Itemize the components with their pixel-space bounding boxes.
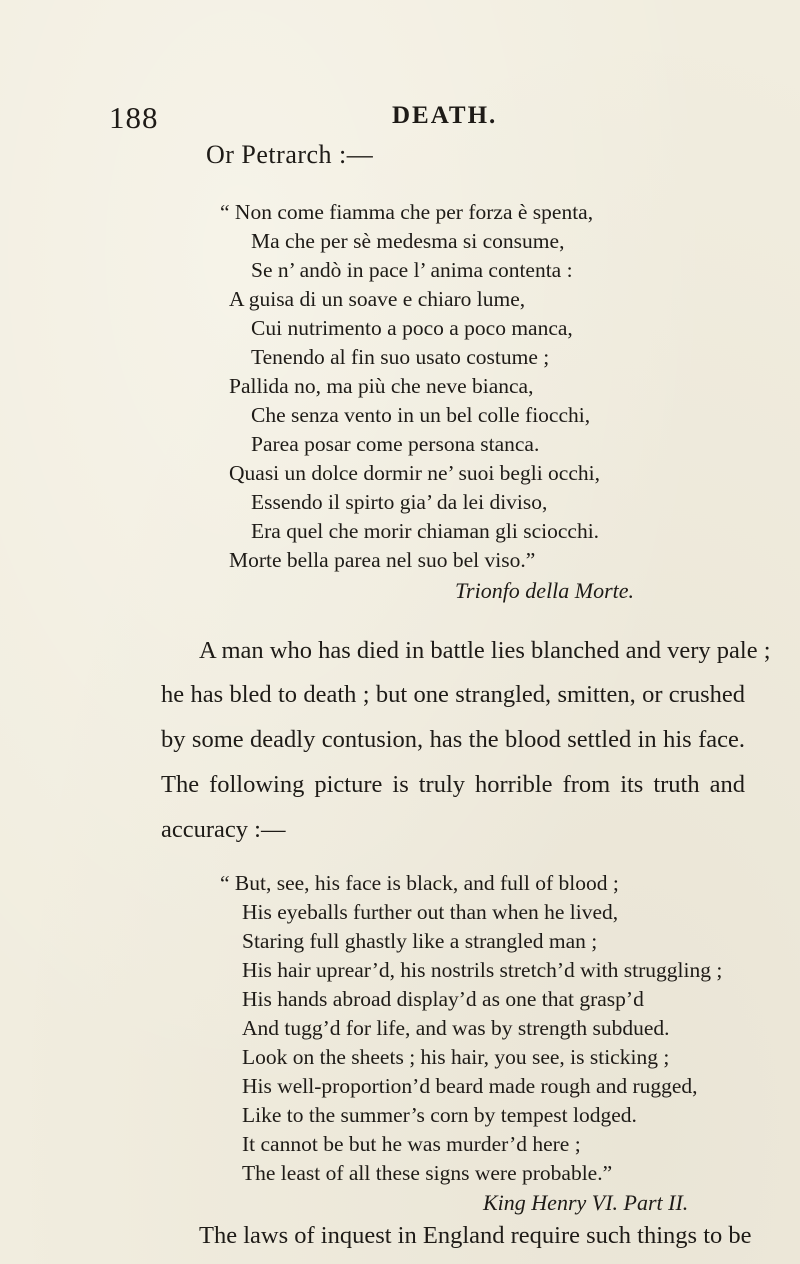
prose-line: The following picture is truly horrible from its truth and <box>161 771 745 798</box>
page-number: 188 <box>109 100 159 135</box>
poem-line: His well-proportion’d beard made rough and rugged, <box>242 1074 698 1098</box>
poem-line: Morte bella parea nel suo bel viso.” <box>229 548 536 572</box>
poem-line: Che senza vento in un bel colle fiocchi, <box>251 403 591 427</box>
poem-line: Quasi un dolce dormir ne’ suoi begli occhi, <box>229 461 600 485</box>
poem-line: “ But, see, his face is black, and full of blood ; <box>220 871 619 895</box>
petrarch-attribution: Trionfo della Morte. <box>455 578 635 603</box>
poem-line: Era quel che morir chiaman gli sciocchi. <box>251 519 600 543</box>
poem-line: A guisa di un soave e chiaro lume, <box>229 287 526 311</box>
prose-line: by some deadly contusion, has the blood settled in his face. <box>161 726 745 753</box>
poem-line: And tugg’d for life, and was by strength subdued. <box>242 1016 670 1040</box>
poem-line: Ma che per sè medesma si consume, <box>251 229 565 253</box>
poem-line: Essendo il spirto gia’ da lei diviso, <box>251 490 548 514</box>
poem-line: It cannot be but he was murder’d here ; <box>242 1132 581 1156</box>
poem-line: His eyeballs further out than when he lived, <box>242 900 619 924</box>
poem-line: “ Non come fiamma che per forza è spenta, <box>220 200 594 224</box>
poem-line: Parea posar come persona stanca. <box>251 432 540 456</box>
poem-line: Like to the summer’s corn by tempest lodged. <box>242 1103 637 1127</box>
poem-line: His hands abroad display’d as one that grasp’d <box>242 987 644 1011</box>
poem-line: Tenendo al fin suo usato costume ; <box>251 345 550 369</box>
intro-line: Or Petrarch :— <box>206 140 374 169</box>
prose-line: accuracy :— <box>161 816 286 843</box>
poem-line: Cui nutrimento a poco a poco manca, <box>251 316 573 340</box>
prose-line: A man who has died in battle lies blanched and very pale ; <box>199 637 771 664</box>
poem-line: His hair uprear’d, his nostrils stretch’d with struggling ; <box>242 958 723 982</box>
poem-line: The least of all these signs were probable.” <box>242 1161 613 1185</box>
running-head: DEATH. <box>392 102 498 129</box>
prose-line: he has bled to death ; but one strangled, smitten, or crushed <box>161 681 745 708</box>
shakespeare-attribution: King Henry VI. Part II. <box>483 1190 689 1215</box>
poem-line: Pallida no, ma più che neve bianca, <box>229 374 534 398</box>
poem-line: Se n’ andò in pace l’ anima contenta : <box>251 258 573 282</box>
poem-line: Look on the sheets ; his hair, you see, is sticking ; <box>242 1045 670 1069</box>
prose-line: The laws of inquest in England require such things to be <box>199 1222 752 1249</box>
poem-line: Staring full ghastly like a strangled man ; <box>242 929 598 953</box>
page-header <box>0 100 800 140</box>
